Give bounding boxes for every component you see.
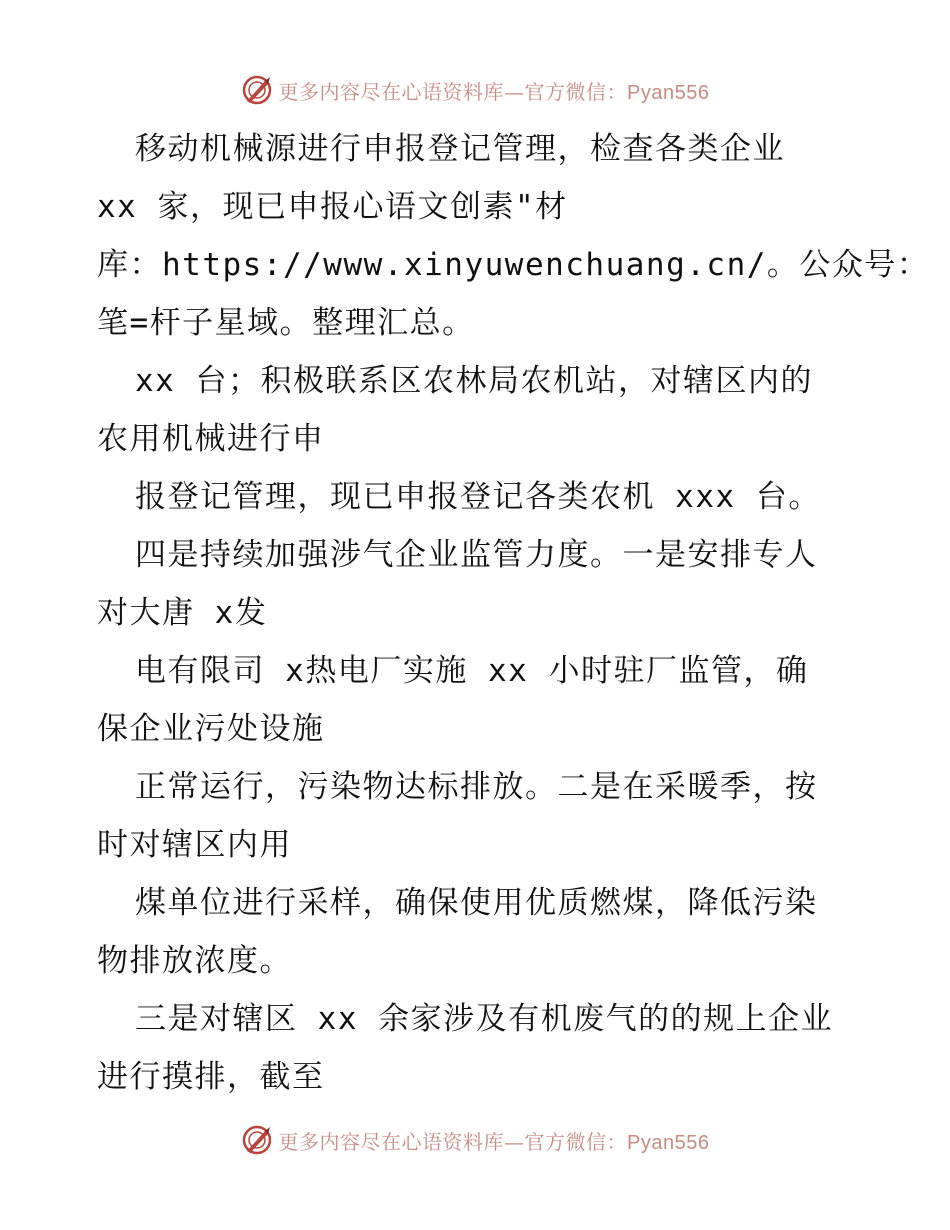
footer-wechat-id: Pyan556: [627, 1131, 710, 1154]
body-line: 物排放浓度。: [97, 943, 292, 979]
body-line: 三是对辖区 xx 余家涉及有机废气的的规上企业: [135, 1001, 834, 1037]
body-line: 笔=杆子星域。整理汇总。: [97, 305, 475, 341]
body-line: 对大唐 x发: [97, 595, 268, 631]
body-line: xx 台；积极联系区农林局农机站，对辖区内的: [135, 363, 813, 399]
quill-logo-icon: [241, 74, 273, 106]
footer-banner-inner: [241, 1124, 710, 1156]
footer-banner-text: [279, 1126, 710, 1155]
body-line: 保企业污处设施: [97, 711, 325, 747]
body-line: 库：https://www.xinyuwenchuang.cn/。公众号：: [97, 247, 930, 283]
body-line: 正常运行，污染物达标排放。二是在采暖季，按: [135, 769, 818, 805]
header-banner: [0, 70, 950, 110]
footer-banner-label: 更多内容尽在心语资料库—官方微信：: [278, 1129, 628, 1154]
body-line: 进行摸排，截至: [97, 1059, 325, 1095]
header-banner-label: 更多内容尽在心语资料库—官方微信：: [278, 79, 628, 104]
quill-logo-icon: [241, 1124, 273, 1156]
body-line: 移动机械源进行申报登记管理，检查各类企业: [135, 131, 785, 167]
header-wechat-id: Pyan556: [627, 81, 710, 104]
header-banner-inner: [241, 74, 710, 106]
body-line: 煤单位进行采样，确保使用优质燃煤，降低污染: [135, 885, 818, 921]
document-body: [97, 120, 930, 1106]
body-line: 时对辖区内用: [97, 827, 292, 863]
body-line: xx 家，现已申报心语文创素"材: [97, 189, 568, 225]
header-banner-text: [279, 76, 710, 105]
body-line: 报登记管理，现已申报登记各类农机 xxx 台。: [135, 479, 821, 515]
body-line: 电有限司 x热电厂实施 xx 小时驻厂监管，确: [135, 653, 809, 689]
footer-banner: [0, 1120, 950, 1160]
body-line: 农用机械进行申: [97, 421, 325, 457]
body-line: 四是持续加强涉气企业监管力度。一是安排专人: [135, 537, 818, 573]
